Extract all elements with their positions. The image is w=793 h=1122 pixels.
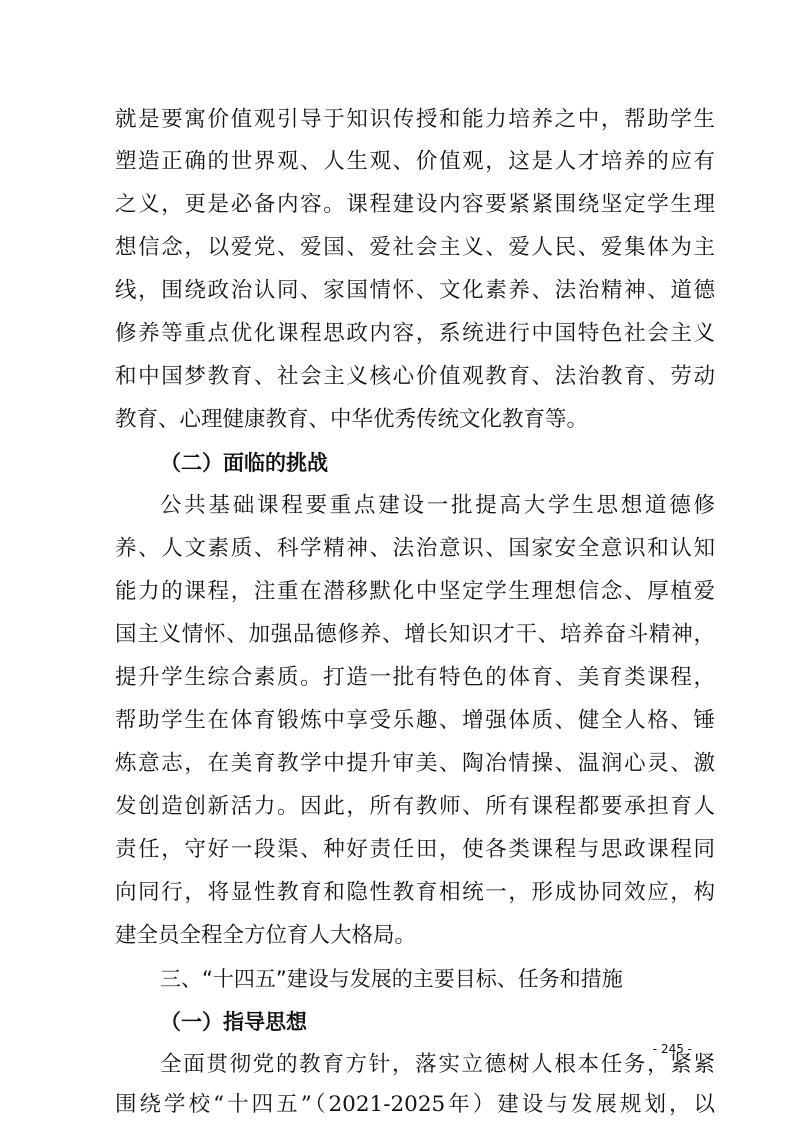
paragraph-line: 提升学生综合素质。打造一批有特色的体育、美育类课程， <box>115 665 715 690</box>
paragraph-line: 发创造创新活力。因此，所有教师、所有课程都要承担育人 <box>115 794 715 819</box>
subheading-challenges: （二）面临的挑战 <box>160 451 328 475</box>
paragraph-line: 责任，守好一段渠、种好责任田，使各类课程与思政课程同 <box>115 837 715 862</box>
subheading-guiding-ideology: （一）指导思想 <box>160 1010 307 1034</box>
paragraph-line: 想信念，以爱党、爱国、爱社会主义、爱人民、爱集体为主 <box>115 235 715 260</box>
paragraph-line: 国主义情怀、加强品德修养、增长知识才干、培养奋斗精神， <box>115 622 715 647</box>
paragraph-line: 帮助学生在体育锻炼中享受乐趣、增强体质、健全人格、锤 <box>115 708 715 733</box>
page-number: - 245 - <box>652 1042 692 1056</box>
paragraph-line: 公共基础课程要重点建设一批提高大学生思想道德修 <box>160 493 715 518</box>
paragraph-line: 教育、心理健康教育、中华优秀传统文化教育等。 <box>115 407 589 432</box>
paragraph-line: 修养等重点优化课程思政内容，系统进行中国特色社会主义 <box>115 321 715 346</box>
paragraph-line: 和中国梦教育、社会主义核心价值观教育、法治教育、劳动 <box>115 364 715 389</box>
paragraph-line: 全面贯彻党的教育方针，落实立德树人根本任务，紧紧 <box>160 1052 715 1077</box>
paragraph-line: 养、人文素质、科学精神、法治意识、国家安全意识和认知 <box>115 536 715 561</box>
paragraph-line: 围绕学校“十四五”（2021-2025年）建设与发展规划，以 <box>115 1092 715 1117</box>
paragraph-line: 炼意志，在美育教学中提升审美、陶冶情操、温润心灵、激 <box>115 751 715 776</box>
paragraph-line: 之义，更是必备内容。课程建设内容要紧紧围绕坚定学生理 <box>115 192 715 217</box>
paragraph-line: 就是要寓价值观引导于知识传授和能力培养之中，帮助学生 <box>115 107 715 132</box>
paragraph-line: 建全员全程全方位育人大格局。 <box>115 923 417 948</box>
paragraph-line: 向同行，将显性教育和隐性教育相统一，形成协同效应，构 <box>115 880 715 905</box>
section-heading-three: 三、“十四五”建设与发展的主要目标、任务和措施 <box>160 967 623 991</box>
paragraph-line: 线，围绕政治认同、家国情怀、文化素养、法治精神、道德 <box>115 278 715 303</box>
paragraph-line: 能力的课程，注重在潜移默化中坚定学生理想信念、厚植爱 <box>115 579 715 604</box>
paragraph-line: 塑造正确的世界观、人生观、价值观，这是人才培养的应有 <box>115 149 715 174</box>
